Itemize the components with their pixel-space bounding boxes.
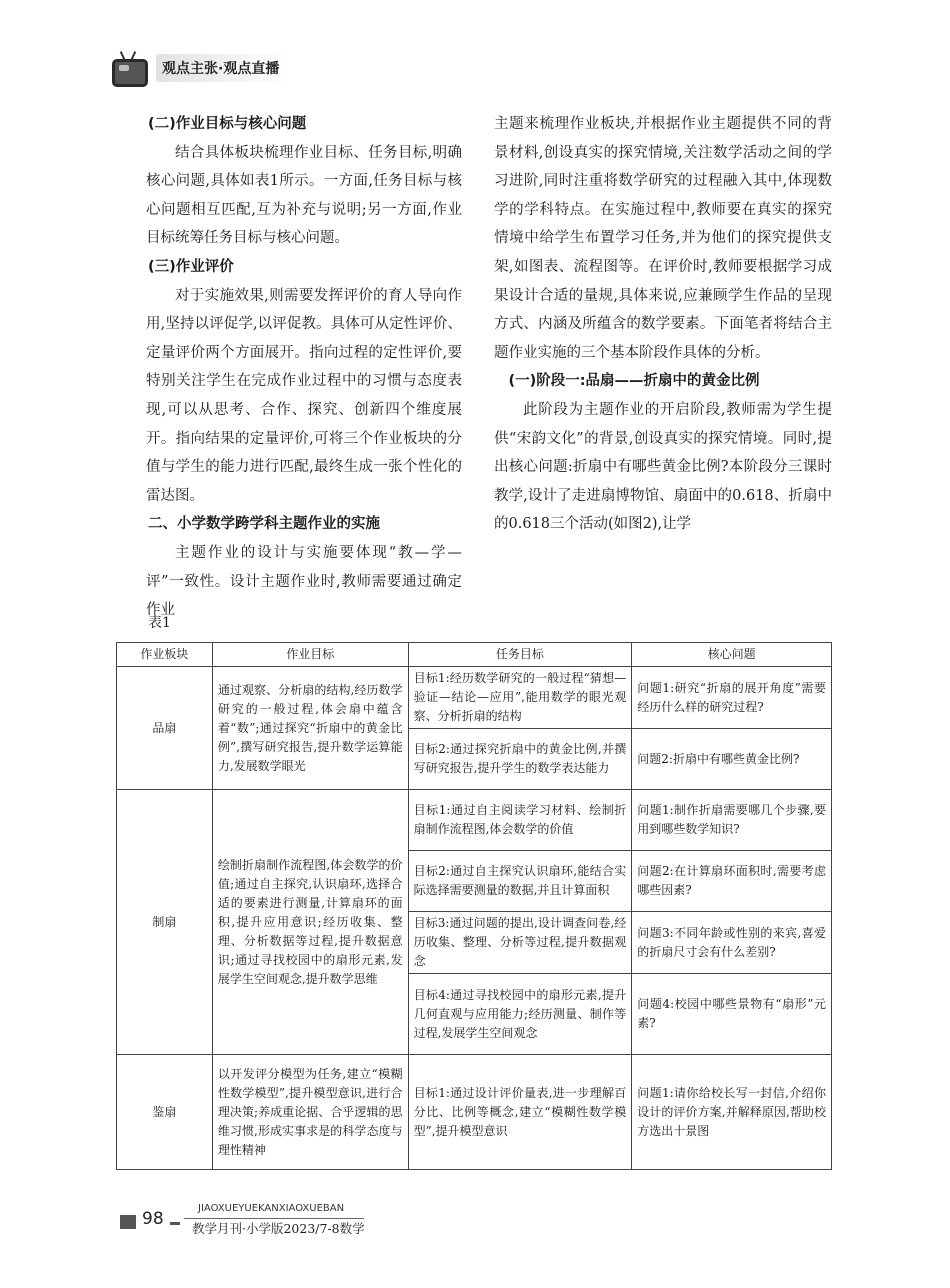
journal-name: 教学月刊·小学版2023/7-8数学 (192, 1221, 365, 1236)
table-caption: 表1 (148, 615, 171, 631)
task-cell: 目标1:通过自主阅读学习材料、绘制折扇制作流程图,体会数学的价值 (408, 790, 632, 851)
table-header-row (117, 643, 832, 667)
question-cell: 问题1:制作折扇需要哪几个步骤,要用到哪些数学知识? (632, 790, 832, 851)
paragraph-implementation: 主题作业的设计与实施要体现“教—学—评”一致性。设计主题作业时,教师需要通过确定作业 (146, 544, 462, 619)
question-cell: 问题3:不同年龄或性别的来宾,喜爱的折扇尺寸会有什么差别? (632, 912, 832, 974)
tv-icon (108, 51, 150, 85)
page-marker (120, 1215, 136, 1229)
right-column (494, 110, 832, 539)
page-number: 98 (142, 1209, 164, 1229)
header-block: 作业板块 (117, 643, 213, 667)
table-row (117, 667, 832, 729)
task-cell: 目标2:通过自主探究认识扇环,能结合实际选择需要测量的数据,并且计算面积 (408, 851, 632, 912)
task-cell: 目标3:通过问题的提出,设计调查问卷,经历收集、整理、分析等过程,提升数据观念 (408, 912, 632, 974)
block-cell: 鉴扇 (117, 1055, 213, 1170)
question-cell: 问题1:请你给校长写一封信,介绍你设计的评价方案,并解释原因,帮助校方选出十景图 (632, 1055, 832, 1170)
page-header (108, 48, 289, 88)
section-heading-goals: (二)作业目标与核心问题 (148, 116, 307, 132)
paragraph-evaluation: 对于实施效果,则需要发挥评价的育人导向作用,坚持以评促学,以评促教。具体可从定性评价、定量评价两个方面展开。指向过程的定性评价,要特别关注学生在完成作业过程中的习惯与态度表现,可以从思考、合作、探究、创新四个维度展开。指向结果的定量评价,可将三个作业板块的分值与学生的能力进行匹配,最终生成一张个性化的雷达图。 (146, 287, 462, 504)
question-cell: 问题2:折扇中有哪些黄金比例? (632, 729, 832, 790)
paragraph-stage1: 此阶段为主题作业的开启阶段,教师需为学生提供“宋韵文化”的背景,创设真实的探究情境。同时,提出核心问题:折扇中有哪些黄金比例?本阶段分三课时教学,设计了走进扇博物馆、扇面中的0.618、折扇中的0.618三个活动(如图2),让学 (494, 401, 832, 533)
paragraph-goals: 结合具体板块梳理作业目标、任务目标,明确核心问题,具体如表1所示。一方面,任务目标与核心问题相互匹配,互为补充与说明;另一方面,作业目标统筹任务目标与核心问题。 (146, 144, 462, 247)
footer-dash (170, 1222, 180, 1225)
block-cell: 品扇 (117, 667, 213, 790)
question-cell: 问题1:研究“折扇的展开角度”需要经历什么样的研究过程? (632, 667, 832, 729)
header-goal: 作业目标 (212, 643, 408, 667)
task-cell: 目标1:经历数学研究的一般过程“猜想—验证—结论—应用”,能用数学的眼光观察、分析折扇的结构 (408, 667, 632, 729)
task-cell: 目标4:通过寻找校园中的扇形元素,提升几何直观与应用能力;经历测量、制作等过程,发展学生空间观念 (408, 974, 632, 1055)
journal-pinyin: JIAOXUEYUEKANXIAOXUEBAN (198, 1203, 345, 1214)
section-heading-implementation: 二、小学数学跨学科主题作业的实施 (148, 516, 380, 533)
header-task: 任务目标 (408, 643, 632, 667)
task-cell: 目标1:通过设计评价量表,进一步理解百分比、比例等概念,建立“模糊性数学模型”,提升模型意识 (408, 1055, 632, 1170)
table-row (117, 1055, 832, 1170)
section-heading-stage1: (一)阶段一:品扇——折扇中的黄金比例 (508, 373, 760, 390)
paragraph-continued: 主题来梳理作业板块,并根据作业主题提供不同的背景材料,创设真实的探究情境,关注数学活动之间的学习进阶,同时注重将数学研究的过程融入其中,体现数学的学科特点。在实施过程中,教师要在真实的探究情境中给学生布置学习任务,并为他们的探究提供支架,如图表、流程图等。在评价时,教师要根据学习成果设计合适的量规,具体来说,应兼顾学生作品的呈现方式、内涵及所蕴含的数学要素。下面笔者将结合主题作业实施的三个基本阶段作具体的分析。 (494, 116, 832, 361)
question-cell: 问题2:在计算扇环面积时,需要考虑哪些因素? (632, 851, 832, 912)
page-footer (116, 1203, 416, 1236)
table-row (117, 790, 832, 851)
goal-cell: 绘制折扇制作流程图,体会数学的价值;通过自主探究,认识扇环,选择合适的要素进行测量,计算扇环的面积,提升应用意识;经历收集、整理、分析数据等过程,提升数据意识;通过寻找校园中的扇形元素,发展学生空间观念,提升数学思维 (212, 790, 408, 1055)
section-heading-evaluation: (三)作业评价 (148, 258, 234, 275)
block-cell: 制扇 (117, 790, 213, 1055)
column-title: 观点主张·观点直播 (156, 54, 289, 82)
goal-cell: 通过观察、分析扇的结构,经历数学研究的一般过程,体会扇中蕴含着“数”;通过探究“折扇中的黄金比例”,撰写研究报告,提升数学运算能力,发展数学眼光 (212, 667, 408, 790)
table-1 (116, 642, 832, 1170)
left-column (146, 110, 462, 625)
goal-cell: 以开发评分模型为任务,建立“模糊性数学模型”,提升模型意识,进行合理决策;养成重论据、合乎逻辑的思维习惯,形成实事求是的科学态度与理性精神 (212, 1055, 408, 1170)
header-question: 核心问题 (632, 643, 832, 667)
question-cell: 问题4:校园中哪些景物有“扇形”元素? (632, 974, 832, 1055)
task-cell: 目标2:通过探究折扇中的黄金比例,并撰写研究报告,提升学生的数学表达能力 (408, 729, 632, 790)
